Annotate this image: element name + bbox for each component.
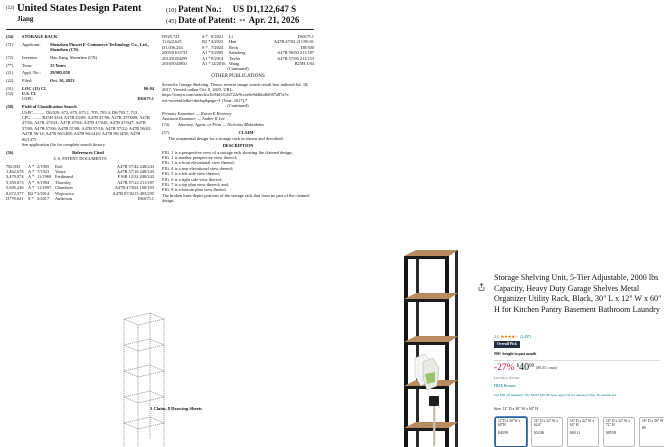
reference-cell: A47B 57/22 211/187 xyxy=(117,179,154,185)
patent-right-column xyxy=(162,34,314,204)
description-item: FIG. 5 is a left side view thereof; xyxy=(162,171,221,177)
bought-count: 900+ bought in past month xyxy=(494,352,537,356)
reference-cell: Thornley xyxy=(55,179,72,185)
patent-drawing xyxy=(110,309,170,447)
patent-date: Apr. 21, 2026 xyxy=(248,15,300,25)
price-fraction: 99 xyxy=(529,364,535,369)
uspc-search: USPC .......... D6/329, 672, 675, 675.1, 705, 705.4, D6/705.7, 712 xyxy=(22,109,138,115)
reference-cell: 2005/0103733 xyxy=(162,50,188,56)
reference-cell: A47B 57/42 248/243 xyxy=(116,163,154,169)
patent-doc-title: United States Design Patent xyxy=(17,3,142,14)
mallet-image xyxy=(428,394,440,447)
reference-cell: 3,479,974 xyxy=(6,174,24,180)
size-option-label: 16" D x 32" W x 62.8" xyxy=(534,419,559,428)
reference-cell: 8,672,577 xyxy=(6,190,24,196)
reference-cell: Anderson xyxy=(55,195,73,201)
size-option-price: $40.99 xyxy=(498,430,509,435)
rating-value: 4.4 xyxy=(494,335,499,339)
patent-left-column xyxy=(6,34,154,201)
reference-cell: A47B 47/02 211/90.01 xyxy=(273,39,314,45)
shelf-frame xyxy=(404,428,449,431)
reference-cell: A1 * xyxy=(202,61,211,67)
reference-cell: Han xyxy=(229,39,237,45)
claim-heading: (57) CLAIM xyxy=(162,130,254,136)
reference-cell: 12/2016 xyxy=(211,61,226,67)
field-appl-no: (21) Appl. No.: 29/905,058 xyxy=(6,70,70,76)
reference-cell: 9/1994 xyxy=(37,179,50,185)
reference-cell: 2014/0284299 xyxy=(162,55,188,61)
field-us-cl: (52) U.S. Cl. xyxy=(6,91,37,97)
reference-cell: A47B 87/0215 403/295 xyxy=(112,190,154,196)
size-option-label: 16" D x 36" W xyxy=(642,419,664,423)
right-ref-list xyxy=(162,34,314,66)
description-item: FIG. 8 is a bottom plan view thereof. xyxy=(162,187,227,193)
description-item: FIG. 6 is a right side view thereof; xyxy=(162,176,223,182)
reference-cell: Beck xyxy=(229,44,239,50)
size-option-label: 16" D x 32" W x 72" H xyxy=(606,419,631,428)
reference-cell: Chambers xyxy=(55,185,73,191)
star-icon[interactable]: ★★★★☆ xyxy=(500,334,519,339)
reference-cell: A1 * xyxy=(202,50,211,56)
size-option-label: 16" D x 32" W x 63" H xyxy=(570,419,595,428)
reference-cell: 8/2021 xyxy=(211,34,224,39)
patent-date-row xyxy=(166,15,299,25)
field-filed: (22) Filed: Oct. 16, 2023 xyxy=(6,77,75,83)
other-pubs-label: OTHER PUBLICATIONS xyxy=(211,74,265,80)
reference-cell: A47B 57/06 211/153 xyxy=(277,55,314,61)
field-applicant: (71) Applicant: Shenzhen Pinwei E-Commerce Technology Co., Ltd., Shenzhen (CN) xyxy=(6,41,149,53)
reference-cell: 2/2017 xyxy=(37,195,50,201)
reference-cell: Wang xyxy=(229,61,240,67)
reference-cell: 7/2024 xyxy=(211,44,224,50)
size-option-price: $9 xyxy=(642,426,646,431)
reference-cell: S * xyxy=(28,195,34,201)
left-ref-list xyxy=(6,164,154,202)
reference-cell: 782,035 xyxy=(6,163,21,169)
field-inventor: (72) Inventor: Hao Jiang, Shenzhen (CN) xyxy=(6,54,98,60)
description-list xyxy=(162,150,314,204)
see-application: See application file for complete search history. xyxy=(22,141,106,147)
rating-row[interactable] xyxy=(494,334,531,340)
description-item: FIG. 7 is a top plan view thereof; and, xyxy=(162,182,229,188)
reference-cell: 1,462,678 xyxy=(6,168,24,174)
shelf-board xyxy=(404,293,458,299)
unit-price: ($8.20 / count) xyxy=(536,366,558,370)
reference-cell: A * xyxy=(28,185,35,191)
patent-number: US D1,122,647 S xyxy=(232,4,297,14)
code-12: (12) xyxy=(6,6,15,11)
reference-cell: 5,685,236 xyxy=(6,185,24,191)
review-count[interactable]: (2,497) xyxy=(520,335,531,339)
shelf-frame xyxy=(404,299,449,302)
field-class-search: (58) Field of Classification Search xyxy=(6,104,77,110)
shelf-frame xyxy=(404,256,449,259)
reference-cell: 11,622,625 xyxy=(162,39,182,45)
size-option[interactable] xyxy=(567,417,599,447)
size-option-price: $69.11 xyxy=(570,430,581,435)
description-item: FIG. 2 is another perspective view thereof; xyxy=(162,155,238,161)
other-pubs: Screwfix Garage Shelving. Tinsyu reverse image search result first indexed Jul. 18, 2017. Viewed online Oct. 8, 2025. URL: https://tinsyu.com/search/a1b94d1f12d722e9ccfa6e9d4bbd6f087a87a7e. ext=screenfix&e=dncbq&page=1 (Year: 2017).* xyxy=(162,81,309,103)
field-loc: (51) LOC (15) Cl. 06-04 xyxy=(6,85,154,91)
gloves-image xyxy=(411,352,441,392)
date-marker: ** xyxy=(239,18,246,25)
free-returns-link[interactable]: FREE Returns xyxy=(494,384,516,388)
price-symbol: $ xyxy=(516,364,520,369)
code-45: (45) xyxy=(166,18,177,25)
size-option-price: $52.86 xyxy=(534,430,545,435)
reference-cell: 2016/0348831 xyxy=(162,61,188,67)
patent-no-label: Patent No.: xyxy=(178,4,222,14)
us-docs-label: U.S. PATENT DOCUMENTS xyxy=(53,156,107,162)
field-refs: (56) References Cited xyxy=(6,149,104,155)
description-item: FIG. 1 is a perspective view of a storage rack showing the claimed design; xyxy=(162,149,293,155)
reference-cell: B2 * xyxy=(202,39,211,45)
reference-cell: D928,722 xyxy=(162,34,180,39)
size-option-price: $85.90 xyxy=(606,430,617,435)
patent-number-row xyxy=(166,4,296,14)
sheet-caption: 1 Claim, 8 Drawing Sheets xyxy=(150,406,202,411)
claim-text: The ornamental design for a storage rack as shown and described. xyxy=(168,135,284,141)
description-item: FIG. 4 is a rear elevational view thereof; xyxy=(162,165,234,171)
shelf-board xyxy=(404,336,458,342)
reference-cell: 4/2023 xyxy=(211,39,224,45)
reference-cell: 11/1969 xyxy=(37,174,52,180)
reference-cell: A * xyxy=(28,179,35,185)
reference-cell: D6/675.1 xyxy=(297,34,314,39)
reference-cell: A * xyxy=(28,174,35,180)
reference-cell: 2/1905 xyxy=(37,163,50,169)
reference-cell: 3/2014 xyxy=(37,190,50,196)
size-option[interactable] xyxy=(639,417,664,447)
description-item: The broken lines depict portions of the storage rack that form no part of the claimed design. xyxy=(162,192,310,204)
list-price: List Price: $55.99 xyxy=(494,376,519,380)
overall-pick-badge: Overall Pick xyxy=(494,341,520,348)
price-whole: 40 xyxy=(519,362,530,373)
reference-cell: 11/1997 xyxy=(37,185,52,191)
reference-cell: B25H 3/04 xyxy=(294,61,314,67)
reference-cell: Saltzberg xyxy=(229,50,246,56)
reference-cell: 9/2014 xyxy=(211,55,224,61)
size-option[interactable] xyxy=(603,417,635,447)
size-option[interactable] xyxy=(495,417,527,447)
price-row xyxy=(494,363,557,373)
size-option-label: 12"D x 30"W x 60"H xyxy=(498,419,521,428)
reference-cell: S * xyxy=(202,44,208,50)
reference-cell: D8/300 xyxy=(300,44,314,50)
reference-cell: D6/675.1 xyxy=(137,195,154,201)
reference-cell: Keil xyxy=(55,163,63,169)
share-icon[interactable] xyxy=(478,283,485,291)
reference-cell: D1,036,244 xyxy=(162,44,183,50)
reference-cell: A1 * xyxy=(202,55,211,61)
product-title[interactable]: Storage Shelving Unit, 5-Tier Adjustable, 2000 lbs Capacity, Heavy Duty Garage Shelves Metal Organizer Utility Rack, Black, 30" L x 12" W x 60" H for Kitchen Pantry Basement Bathroom Laundry xyxy=(494,273,662,314)
continued-2: (Continued) xyxy=(227,103,249,109)
description-heading: DESCRIPTION xyxy=(222,143,254,149)
attorney: (74) Attorney, Agent, or Firm — Nicholas Makridakis xyxy=(162,121,265,127)
shelf-frame xyxy=(404,342,449,345)
description-item: FIG. 3 is a front elevational view thereof; xyxy=(162,160,235,166)
reference-cell: 5,350,073 xyxy=(6,179,24,185)
reference-cell: 5/2005 xyxy=(211,50,224,56)
reference-cell: Ferdinand xyxy=(55,174,73,180)
promo-text[interactable]: Get $50 off instantly: Pay $0.00 $40.99 upon approval for Amazon Visa. No annual fee. xyxy=(494,393,618,397)
size-options xyxy=(495,417,664,447)
size-option[interactable] xyxy=(531,417,563,447)
shelf-board xyxy=(404,250,458,256)
reference-cell: A47B 47/024 108/193 xyxy=(114,185,154,191)
discount-percent: -27% xyxy=(494,363,515,373)
primary-examiner: Primary Examiner — Karen E Kearney xyxy=(162,110,232,116)
reference-cell: A * xyxy=(28,163,35,169)
header-inventor: Jiang xyxy=(17,15,34,23)
field-title: (54) STORAGE RACK xyxy=(6,34,58,39)
reference-cell: D778,641 xyxy=(6,195,24,201)
size-label: Size: 12" D x 30" W x 60" H xyxy=(494,407,538,411)
divider xyxy=(494,360,660,361)
reference-cell: Vance xyxy=(55,168,66,174)
reference-cell: A47B 57/16 248/243 xyxy=(116,168,154,174)
reference-cell: Li xyxy=(229,34,233,39)
assistant-examiner: Assistant Examiner — Amber R Lee xyxy=(162,116,225,122)
reference-cell: 7/1923 xyxy=(37,168,50,174)
cpc-search: CPC ......... B25H 3/04; A47B 45/00; A47B 47/00; A47B 47/0008; A47B 47/02; A47B 47/021; A47B 47/04; A47B 47/045; A47B 47/047; A47B 57/00; A47B 57/06; A47B 57/08; A47B 57/18; A47B 57/22; A47B 96/02; A47B 96/14; A47B 96/1408; A47B 96/1416; A47B 96/1458; A47B 96/1475 xyxy=(22,114,152,142)
reference-cell: A * xyxy=(28,168,35,174)
reference-row xyxy=(6,196,154,201)
reference-cell: S * xyxy=(202,34,208,39)
header-divider xyxy=(6,29,314,30)
reference-cell: Wojtowicz xyxy=(55,190,74,196)
patent-document xyxy=(0,0,318,447)
reference-cell: Taylor xyxy=(229,55,241,61)
field-uspc: USPC D6/675.1 xyxy=(22,96,154,102)
reference-cell: A47B 96/00 211/187 xyxy=(277,50,314,56)
continued: (Continued) xyxy=(227,66,249,72)
date-label: Date of Patent: xyxy=(178,15,237,25)
reference-cell: F16B 12/32 248/243 xyxy=(117,174,154,180)
field-term: (**) Term: 15 Years xyxy=(6,62,66,68)
reference-cell: B2 * xyxy=(28,190,37,196)
code-10: (10) xyxy=(166,7,177,14)
